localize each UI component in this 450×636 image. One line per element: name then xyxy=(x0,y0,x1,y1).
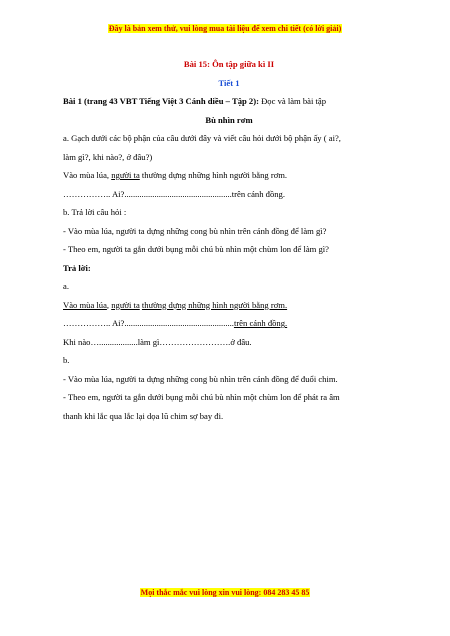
answer-b-label: b. xyxy=(63,355,70,365)
contact-banner-text: Mọi thắc mắc vui lòng xin vui lòng: 084 283 45 85 xyxy=(140,588,310,597)
exercise-label: Bài 1 (trang 43 VBT Tiếng Việt 3 Cánh diều – Tập 2): xyxy=(63,96,259,106)
answer-a-sentence xyxy=(63,299,395,311)
part-b-question-1: - Vào mùa lúa, người ta dựng những cong bù nhìn trên cánh đồng để làm gì? xyxy=(63,225,327,236)
answer-when: Vào mùa lúa xyxy=(63,299,107,310)
blank-end: trên cánh đồng. xyxy=(231,188,285,199)
preview-banner-text: Đây là bản xem thử, vui lòng mua tài liệu để xem chi tiết (có lời giải) xyxy=(108,24,342,33)
answer-b-2-line1: - Theo em, người ta gắn dưới bụng mỗi chú bù nhìn một chùm lon để phát ra âm xyxy=(63,392,340,402)
answer-comma: , xyxy=(106,299,112,310)
answer-a-question-line: Khi nào…..................làm gì…………………….ở đâu. xyxy=(63,336,252,347)
section-title: Tiết 1 xyxy=(218,77,240,88)
answer-blank-start: …………….. Ai? xyxy=(63,318,125,328)
sentence-start: Vào mùa lúa, xyxy=(63,170,112,180)
answer-what: thường dựng những hình người bằng rơm. xyxy=(141,299,288,310)
answer-who: người ta xyxy=(111,299,140,310)
answer-heading: Trả lời: xyxy=(63,262,91,273)
lesson-title: Bài 15: Ôn tập giữa kì II xyxy=(183,59,275,69)
part-b-question-2: - Theo em, người ta gắn dưới bụng mỗi chú bù nhìn một chùm lon để làm gì? xyxy=(63,244,329,254)
answer-b-1: - Vào mùa lúa, người ta dựng những cong bù nhìn trên cánh đồng để đuổi chim. xyxy=(63,373,338,384)
part-a-prompt-line2: làm gì?, khi nào?, ở đâu?) xyxy=(63,151,153,162)
story-title: Bù nhìn rơm xyxy=(205,114,253,125)
answer-blank-dots: ................................................... xyxy=(124,318,234,328)
answer-a-blank-line xyxy=(63,317,395,329)
answer-a-label: a. xyxy=(63,281,69,291)
part-b-prompt: b. Trả lời câu hỏi : xyxy=(63,207,127,217)
part-a-blank-line xyxy=(63,188,395,200)
answer-b-2-line2: thanh khi lắc qua lắc lại dọa lũ chim sợ bay đi. xyxy=(63,410,224,421)
document-body xyxy=(63,58,395,422)
part-a-sentence xyxy=(63,169,395,181)
answer-where: trên cánh đồng. xyxy=(233,318,288,328)
blank-start: …………….. Ai? xyxy=(63,188,125,199)
exercise-heading xyxy=(63,95,395,107)
contact-banner xyxy=(0,588,450,597)
exercise-instruction: Đọc và làm bài tập xyxy=(258,96,327,106)
part-a-prompt-line1: a. Gạch dưới các bộ phận của câu dưới đây và viết câu hỏi dưới bộ phận ấy ( ai?, xyxy=(63,133,341,143)
blank-dots: .................................................. xyxy=(124,188,232,199)
sentence-end: thường dựng những hình người bằng rơm. xyxy=(139,170,288,180)
preview-banner xyxy=(0,24,450,33)
sentence-underlined: người ta xyxy=(111,170,140,180)
